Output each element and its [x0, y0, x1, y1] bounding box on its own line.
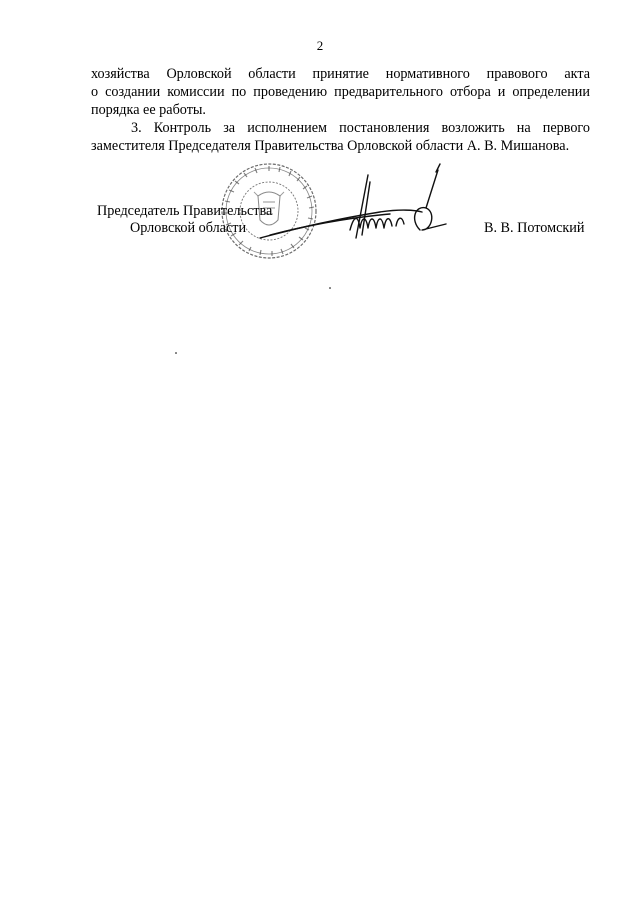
- signatory-title-line1: Председатель Правительства: [97, 203, 273, 219]
- page-number: 2: [316, 38, 324, 53]
- signatory-name: В. В. Потомский: [484, 220, 585, 236]
- signature-graphic: [250, 160, 450, 250]
- scan-speck: [329, 287, 331, 289]
- scan-speck: [175, 352, 177, 354]
- paragraph-line: хозяйства Орловской области принятие нормативного правового акта: [91, 66, 590, 82]
- handwritten-signature: [250, 160, 450, 250]
- signatory-title-line2: Орловской области: [130, 220, 247, 236]
- paragraph-line: заместителя Председателя Правительства Орловской области А. В. Мишанова.: [91, 138, 570, 154]
- paragraph-line: 3. Контроль за исполнением постановления возложить на первого: [131, 120, 590, 136]
- paragraph-line: порядка ее работы.: [91, 102, 206, 118]
- paragraph-line: о создании комиссии по проведению предварительного отбора и определении: [91, 84, 590, 100]
